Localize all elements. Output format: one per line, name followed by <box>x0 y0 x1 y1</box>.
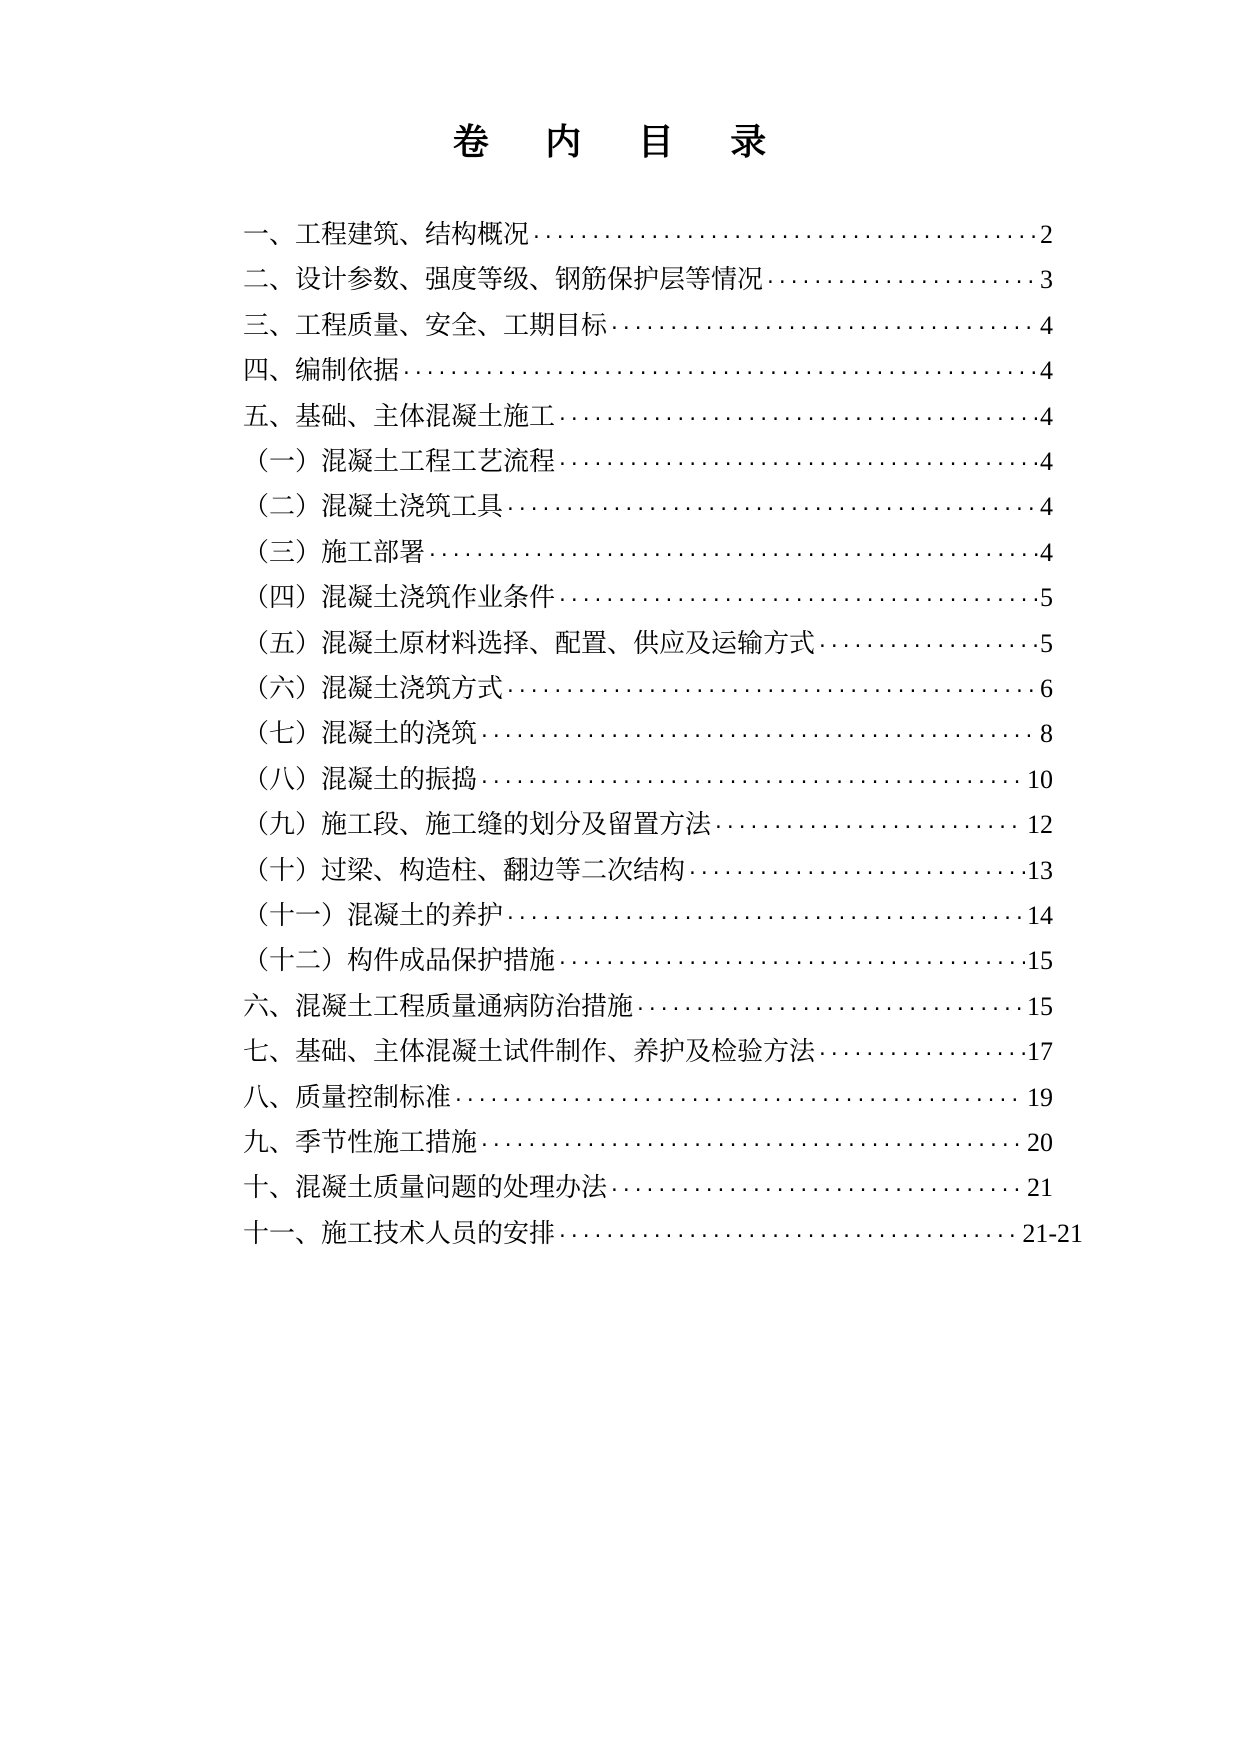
toc-entry-label: （十）过梁、构造柱、翻边等二次结构 <box>243 855 686 886</box>
toc-entry-label: （十一）混凝土的养护 <box>243 901 504 931</box>
toc-entry-page-number: 4 <box>1040 447 1053 476</box>
toc-entry-page-number: 5 <box>1040 583 1053 613</box>
toc-entry-page-number: 3 <box>1040 265 1053 295</box>
toc-entry-label: 六、混凝土工程质量通病防治措施 <box>243 991 634 1022</box>
toc-dot-leader <box>817 625 1038 669</box>
toc-entry-label: （一）混凝土工程工艺流程 <box>243 447 556 477</box>
toc-dot-leader <box>609 1169 1025 1213</box>
toc-entry-label: 七、基础、主体混凝土试件制作、养护及检验方法 <box>243 1037 816 1068</box>
toc-entry-page-number: 2 <box>1040 220 1053 249</box>
toc-entry-page-number: 4 <box>1040 356 1053 386</box>
page-title: 卷 内 目 录 <box>452 121 789 163</box>
toc-dot-leader <box>401 352 1038 396</box>
toc-entry[interactable] <box>243 939 1053 983</box>
toc-dot-leader <box>713 806 1025 850</box>
toc-entry-page-number: 17 <box>1027 1037 1053 1067</box>
toc-entry[interactable] <box>243 1121 1053 1165</box>
toc-entry-page-number: 10 <box>1027 764 1053 794</box>
toc-entry-label: （九）施工段、施工缝的划分及留置方法 <box>243 810 712 841</box>
toc-entry-page-number: 14 <box>1027 901 1053 930</box>
toc-entry[interactable] <box>243 667 1053 711</box>
toc-entry[interactable] <box>243 849 1053 893</box>
toc-entry-page-number: 4 <box>1040 310 1053 340</box>
toc-dot-leader <box>479 1124 1025 1168</box>
toc-entry[interactable] <box>243 622 1053 666</box>
toc-entry-page-number: 21-21 <box>1022 1218 1083 1248</box>
toc-entry-page-number: 13 <box>1027 855 1053 885</box>
toc-entry-label: 九、季节性施工措施 <box>243 1128 478 1158</box>
toc-entry-label: （七）混凝土的浇筑 <box>243 719 478 750</box>
toc-entry-page-number: 19 <box>1027 1082 1053 1112</box>
toc-dot-leader <box>427 534 1038 578</box>
toc-entry[interactable] <box>243 1166 1053 1210</box>
toc-entry-label: 四、编制依据 <box>243 356 400 387</box>
toc-dot-leader <box>687 852 1025 896</box>
toc-entry[interactable] <box>243 304 1053 348</box>
toc-entry[interactable] <box>243 258 1053 302</box>
toc-entry[interactable] <box>243 985 1053 1029</box>
toc-dot-leader <box>609 307 1038 351</box>
toc-entry[interactable] <box>243 440 1053 484</box>
toc-entry[interactable] <box>243 712 1053 756</box>
toc-dot-leader <box>531 216 1038 260</box>
toc-entry-page-number: 5 <box>1040 628 1053 658</box>
toc-entry-label: 十、混凝土质量问题的处理办法 <box>243 1173 608 1204</box>
toc-dot-leader <box>557 579 1038 623</box>
toc-entry[interactable] <box>243 894 1053 938</box>
toc-dot-leader <box>557 443 1038 487</box>
toc-entry[interactable] <box>243 758 1053 802</box>
toc-entry[interactable] <box>243 349 1053 393</box>
toc-entry[interactable] <box>243 1076 1053 1120</box>
toc-entry[interactable] <box>243 576 1053 620</box>
toc-entry[interactable] <box>243 213 1053 257</box>
toc-entry[interactable] <box>243 531 1053 575</box>
toc-dot-leader <box>505 897 1025 941</box>
toc-dot-leader <box>635 988 1025 1032</box>
toc-entry-page-number: 4 <box>1040 537 1053 567</box>
toc-dot-leader <box>479 715 1038 759</box>
toc-entry-page-number: 12 <box>1027 810 1053 840</box>
toc-entry-page-number: 4 <box>1040 401 1053 431</box>
toc-entry-page-number: 6 <box>1040 674 1053 703</box>
toc-entry-page-number: 20 <box>1027 1128 1053 1157</box>
toc-entry-page-number: 21 <box>1027 1173 1053 1203</box>
toc-entry-label: 三、工程质量、安全、工期目标 <box>243 310 608 341</box>
toc-entry-label: 十一、施工技术人员的安排 <box>243 1218 556 1249</box>
toc-entry-label: （八）混凝土的振捣 <box>243 764 478 795</box>
toc-dot-leader <box>453 1079 1025 1123</box>
toc-dot-leader <box>557 942 1025 986</box>
toc-dot-leader <box>479 761 1025 805</box>
toc-entry-page-number: 4 <box>1040 492 1053 522</box>
toc-entry[interactable] <box>243 1212 1083 1256</box>
toc-entry-label: （四）混凝土浇筑作业条件 <box>243 583 556 614</box>
toc-dot-leader <box>817 1033 1025 1077</box>
toc-dot-leader <box>557 1215 1020 1259</box>
toc-entry-page-number: 8 <box>1040 719 1053 749</box>
toc-entry-label: （五）混凝土原材料选择、配置、供应及运输方式 <box>243 628 816 659</box>
toc-dot-leader <box>765 261 1038 305</box>
toc-entry-label: （六）混凝土浇筑方式 <box>243 674 504 704</box>
toc-dot-leader <box>505 670 1038 714</box>
toc-dot-leader <box>505 488 1038 532</box>
toc-entry-page-number: 15 <box>1027 946 1053 976</box>
toc-entry-label: 八、质量控制标准 <box>243 1082 452 1113</box>
toc-entry-label: （十二）构件成品保护措施 <box>243 946 556 977</box>
toc-entry[interactable] <box>243 803 1053 847</box>
toc-entry-label: （三）施工部署 <box>243 537 426 568</box>
toc-entry[interactable] <box>243 1030 1053 1074</box>
toc-entry[interactable] <box>243 395 1053 439</box>
toc-entry-label: （二）混凝土浇筑工具 <box>243 492 504 523</box>
toc-entry-label: 二、设计参数、强度等级、钢筋保护层等情况 <box>243 265 764 296</box>
toc-entry-page-number: 15 <box>1027 991 1053 1021</box>
toc-entry[interactable] <box>243 485 1053 529</box>
toc-dot-leader <box>557 398 1038 442</box>
toc-entry-label: 五、基础、主体混凝土施工 <box>243 401 556 432</box>
toc-entry-label: 一、工程建筑、结构概况 <box>243 220 530 250</box>
